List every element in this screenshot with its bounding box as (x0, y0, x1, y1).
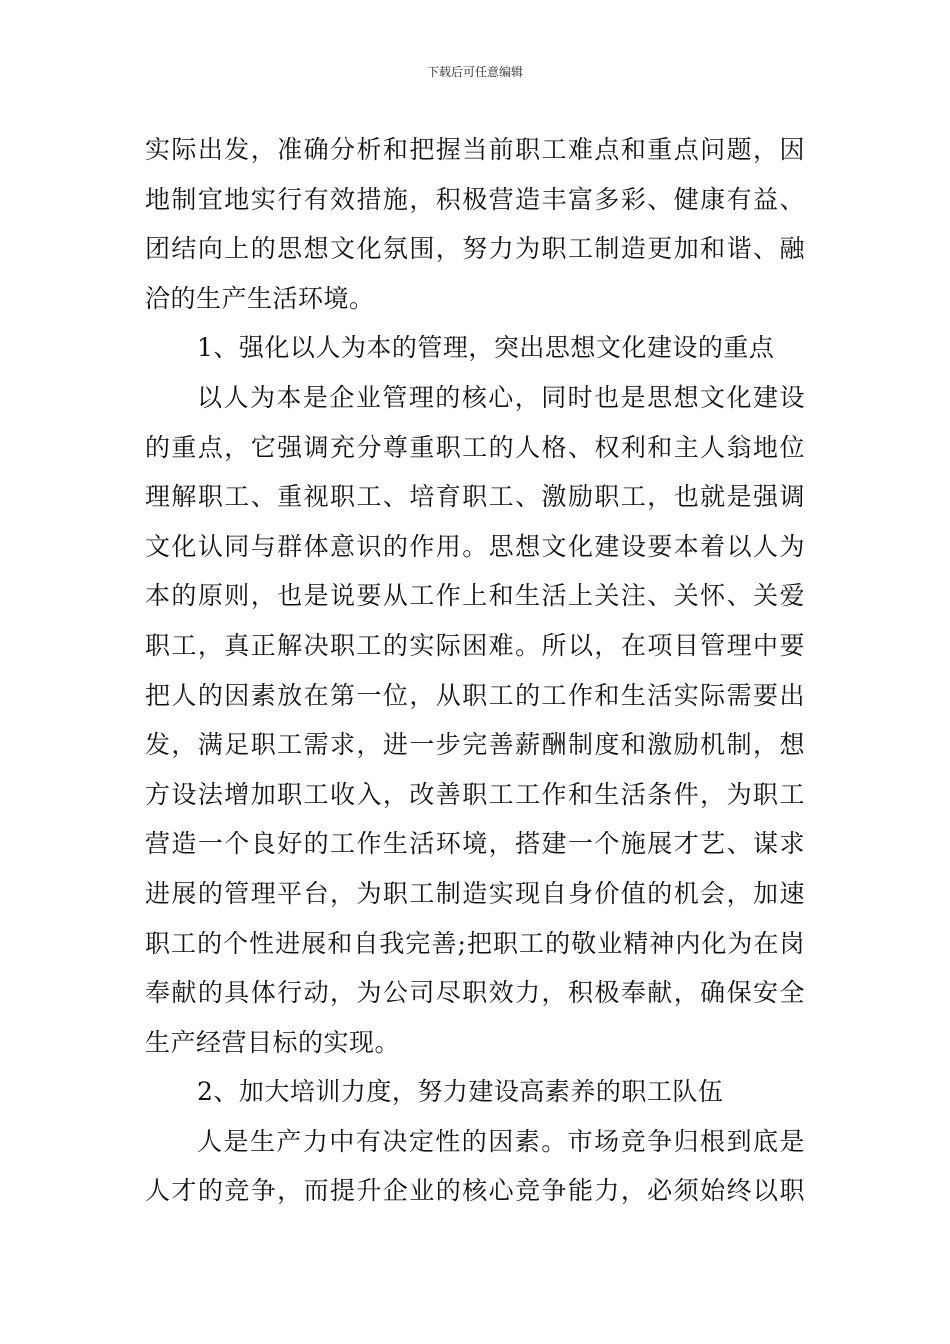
paragraph-line: 生产经营目标的实现。 (145, 1027, 401, 1057)
page-header: 下载后可任意编辑 (426, 65, 523, 79)
paragraph-line: 发，满足职工需求，进一步完善薪酬制度和激励机制，想 (145, 730, 805, 760)
paragraph-line: 进展的管理平台，为职工制造实现自身价值的机会，加速 (145, 878, 805, 908)
paragraph-line: 职工的个性进展和自我完善;把职工的敬业精神内化为在岗 (145, 928, 805, 958)
paragraph-line: 本的原则，也是说要从工作上和生活上关注、关怀、关爱 (145, 581, 805, 611)
document-body (145, 125, 805, 1216)
paragraph-line: 奉献的具体行动，为公司尽职效力，积极奉献，确保安全 (145, 978, 805, 1008)
paragraph-line: 团结向上的思想文化氛围，努力为职工制造更加和谐、融 (145, 234, 805, 264)
paragraph-line: 职工，真正解决职工的实际困难。所以，在项目管理中要 (145, 630, 805, 660)
paragraph-line: 以人为本是企业管理的核心，同时也是思想文化建设 (197, 382, 805, 412)
paragraph-line: 方设法增加职工收入，改善职工工作和生活条件，为职工 (145, 779, 805, 809)
paragraph-line: 洽的生产生活环境。 (145, 283, 375, 313)
section-heading: 1、强化以人为本的管理，突出思想文化建设的重点 (197, 333, 775, 363)
paragraph-line: 文化认同与群体意识的作用。思想文化建设要本着以人为 (145, 531, 805, 561)
paragraph-line: 理解职工、重视职工、培育职工、激励职工，也就是强调 (145, 482, 805, 512)
paragraph-line: 地制宜地实行有效措施，积极营造丰富多彩、健康有益、 (145, 184, 805, 214)
paragraph-line: 实际出发，准确分析和把握当前职工难点和重点问题，因 (145, 135, 805, 164)
paragraph-line: 把人的因素放在第一位，从职工的工作和生活实际需要出 (145, 680, 805, 710)
paragraph-line: 营造一个良好的工作生活环境，搭建一个施展才艺、谋求 (145, 829, 805, 859)
section-heading: 2、加大培训力度，努力建设高素养的职工队伍 (197, 1077, 724, 1107)
paragraph-line: 人才的竞争，而提升企业的核心竞争能力，必须始终以职 (145, 1176, 805, 1206)
paragraph-line: 人是生产力中有决定性的因素。市场竞争归根到底是 (197, 1126, 805, 1156)
paragraph-line: 的重点，它强调充分尊重职工的人格、权利和主人翁地位 (145, 432, 805, 462)
